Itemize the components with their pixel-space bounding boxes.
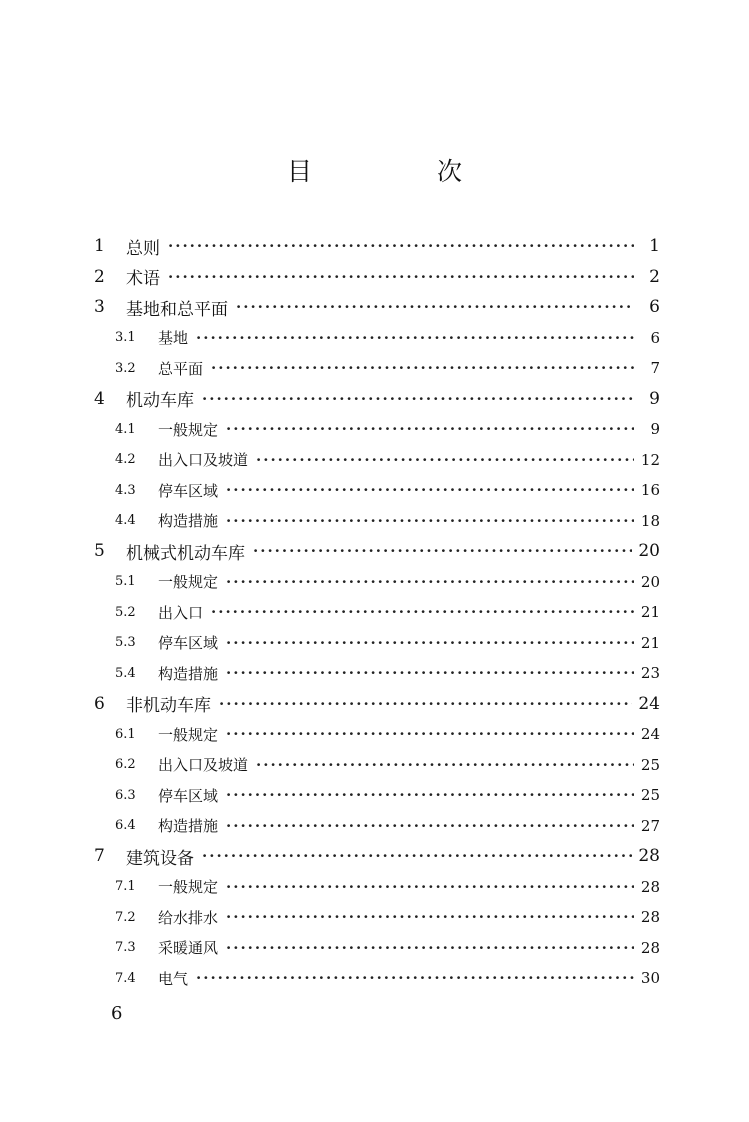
toc-entry-title: 一般规定 bbox=[158, 878, 219, 897]
toc-entry-title: 基地 bbox=[158, 329, 189, 348]
toc-entry-number: 7.4 bbox=[115, 970, 136, 986]
toc-entry-number: 5.1 bbox=[115, 574, 136, 590]
toc-entry-page: 9 bbox=[649, 388, 660, 409]
toc-entry-number: 7.2 bbox=[115, 909, 136, 925]
toc-section-entry[interactable] bbox=[94, 445, 660, 476]
toc-chapter-entry[interactable] bbox=[94, 231, 660, 262]
toc-entry-title: 机械式机动车库 bbox=[126, 543, 245, 564]
toc-entry-page: 16 bbox=[640, 481, 660, 500]
dot-leader bbox=[226, 475, 634, 506]
toc-entry-title: 总则 bbox=[126, 238, 160, 259]
dot-leader bbox=[256, 445, 634, 476]
dot-leader bbox=[226, 933, 634, 964]
toc-entry-title: 出入口及坡道 bbox=[158, 756, 249, 775]
toc-entry-page: 7 bbox=[650, 359, 660, 378]
toc-entry-page: 1 bbox=[649, 236, 660, 257]
toc-entry-number: 5.4 bbox=[115, 665, 136, 681]
dot-leader bbox=[168, 231, 634, 262]
toc-entry-number: 6.1 bbox=[115, 726, 136, 742]
toc-entry-page: 21 bbox=[640, 633, 660, 652]
toc-section-entry[interactable] bbox=[94, 963, 660, 994]
toc-entry-page: 20 bbox=[638, 541, 660, 562]
toc-entry-number: 3 bbox=[94, 297, 105, 318]
toc-entry-page: 20 bbox=[640, 572, 660, 591]
toc-section-entry[interactable] bbox=[94, 475, 660, 506]
dot-leader bbox=[226, 872, 634, 903]
toc-entry-title: 构造措施 bbox=[158, 817, 219, 836]
toc-chapter-entry[interactable] bbox=[94, 536, 660, 567]
toc-entry-page: 6 bbox=[650, 328, 660, 347]
toc-entry-page: 28 bbox=[638, 846, 660, 867]
toc-entry-number: 5.3 bbox=[115, 635, 136, 651]
toc-section-entry[interactable] bbox=[94, 353, 660, 384]
toc-chapter-entry[interactable] bbox=[94, 689, 660, 720]
toc-entry-page: 28 bbox=[640, 938, 660, 957]
dot-leader bbox=[226, 780, 634, 811]
toc-chapter-entry[interactable] bbox=[94, 262, 660, 293]
dot-leader bbox=[226, 811, 634, 842]
toc-section-entry[interactable] bbox=[94, 719, 660, 750]
toc-entry-title: 出入口及坡道 bbox=[158, 451, 249, 470]
dot-leader bbox=[196, 323, 634, 354]
toc-entry-page: 24 bbox=[640, 725, 660, 744]
dot-leader bbox=[226, 902, 634, 933]
toc-section-entry[interactable] bbox=[94, 902, 660, 933]
dot-leader bbox=[226, 414, 634, 445]
toc-entry-number: 4 bbox=[94, 388, 105, 409]
dot-leader bbox=[253, 536, 632, 567]
dot-leader bbox=[211, 353, 634, 384]
toc-entry-number: 4.4 bbox=[115, 513, 136, 529]
toc-entry-number: 5.2 bbox=[115, 604, 136, 620]
dot-leader bbox=[256, 750, 634, 781]
toc-entry-title: 电气 bbox=[158, 969, 189, 988]
toc-entry-number: 6.3 bbox=[115, 787, 136, 803]
toc-entry-title: 机动车库 bbox=[126, 391, 194, 412]
dot-leader bbox=[226, 658, 634, 689]
toc-section-entry[interactable] bbox=[94, 872, 660, 903]
toc-chapter-entry[interactable] bbox=[94, 841, 660, 872]
toc-entry-title: 构造措施 bbox=[158, 664, 219, 683]
toc-section-entry[interactable] bbox=[94, 933, 660, 964]
toc-entry-title: 构造措施 bbox=[158, 512, 219, 531]
toc-entry-number: 7.1 bbox=[115, 879, 136, 895]
toc-entry-number: 6 bbox=[94, 693, 105, 714]
toc-section-entry[interactable] bbox=[94, 323, 660, 354]
toc-entry-number: 7 bbox=[94, 846, 105, 867]
toc-entry-title: 术语 bbox=[126, 269, 160, 290]
toc-entry-page: 6 bbox=[649, 297, 660, 318]
toc-entry-title: 非机动车库 bbox=[126, 696, 211, 717]
toc-entry-page: 23 bbox=[640, 664, 660, 683]
dot-leader bbox=[211, 597, 634, 628]
toc-section-entry[interactable] bbox=[94, 628, 660, 659]
toc-entry-page: 9 bbox=[650, 420, 660, 439]
dot-leader bbox=[168, 262, 634, 293]
dot-leader bbox=[202, 841, 632, 872]
toc-section-entry[interactable] bbox=[94, 597, 660, 628]
page-title: 目 次 bbox=[286, 157, 512, 186]
toc-entry-page: 30 bbox=[640, 969, 660, 988]
toc-entry-page: 21 bbox=[640, 603, 660, 622]
toc-entry-page: 18 bbox=[640, 511, 660, 530]
toc-entry-number: 4.1 bbox=[115, 421, 136, 437]
toc-entry-title: 给水排水 bbox=[158, 908, 219, 927]
toc-entry-number: 2 bbox=[94, 266, 105, 287]
toc-entry-title: 基地和总平面 bbox=[126, 299, 228, 320]
toc-section-entry[interactable] bbox=[94, 780, 660, 811]
dot-leader bbox=[219, 689, 632, 720]
toc-entry-page: 27 bbox=[640, 816, 660, 835]
toc-section-entry[interactable] bbox=[94, 658, 660, 689]
toc-entry-number: 3.1 bbox=[115, 330, 136, 346]
toc-entry-number: 7.3 bbox=[115, 940, 136, 956]
toc-entry-page: 28 bbox=[640, 877, 660, 896]
toc-entry-title: 停车区域 bbox=[158, 481, 219, 500]
toc-entry-number: 1 bbox=[94, 236, 105, 257]
toc-section-entry[interactable] bbox=[94, 811, 660, 842]
toc-entry-page: 28 bbox=[640, 908, 660, 927]
toc-entry-page: 24 bbox=[638, 693, 660, 714]
dot-leader bbox=[202, 384, 634, 415]
dot-leader bbox=[226, 628, 634, 659]
toc-entry-page: 2 bbox=[649, 266, 660, 287]
dot-leader bbox=[236, 292, 634, 323]
table-of-contents bbox=[94, 231, 660, 994]
dot-leader bbox=[226, 567, 634, 598]
toc-entry-title: 停车区域 bbox=[158, 634, 219, 653]
toc-section-entry[interactable] bbox=[94, 506, 660, 537]
toc-entry-number: 4.2 bbox=[115, 452, 136, 468]
toc-chapter-entry[interactable] bbox=[94, 384, 660, 415]
dot-leader bbox=[196, 963, 634, 994]
toc-entry-title: 一般规定 bbox=[158, 573, 219, 592]
toc-entry-number: 3.2 bbox=[115, 360, 136, 376]
toc-entry-page: 12 bbox=[640, 450, 660, 469]
toc-entry-title: 建筑设备 bbox=[126, 848, 194, 869]
toc-section-entry[interactable] bbox=[94, 567, 660, 598]
toc-entry-number: 5 bbox=[94, 541, 105, 562]
dot-leader bbox=[226, 719, 634, 750]
toc-entry-number: 6.4 bbox=[115, 818, 136, 834]
page-number: 6 bbox=[111, 1003, 123, 1024]
toc-entry-title: 出入口 bbox=[158, 603, 204, 622]
toc-section-entry[interactable] bbox=[94, 414, 660, 445]
dot-leader bbox=[226, 506, 634, 537]
toc-entry-title: 一般规定 bbox=[158, 420, 219, 439]
toc-entry-page: 25 bbox=[640, 786, 660, 805]
toc-section-entry[interactable] bbox=[94, 750, 660, 781]
toc-entry-title: 采暖通风 bbox=[158, 939, 219, 958]
toc-chapter-entry[interactable] bbox=[94, 292, 660, 323]
toc-entry-number: 4.3 bbox=[115, 482, 136, 498]
toc-entry-title: 总平面 bbox=[158, 359, 204, 378]
toc-entry-page: 25 bbox=[640, 755, 660, 774]
toc-entry-number: 6.2 bbox=[115, 757, 136, 773]
toc-entry-title: 一般规定 bbox=[158, 725, 219, 744]
toc-entry-title: 停车区域 bbox=[158, 786, 219, 805]
